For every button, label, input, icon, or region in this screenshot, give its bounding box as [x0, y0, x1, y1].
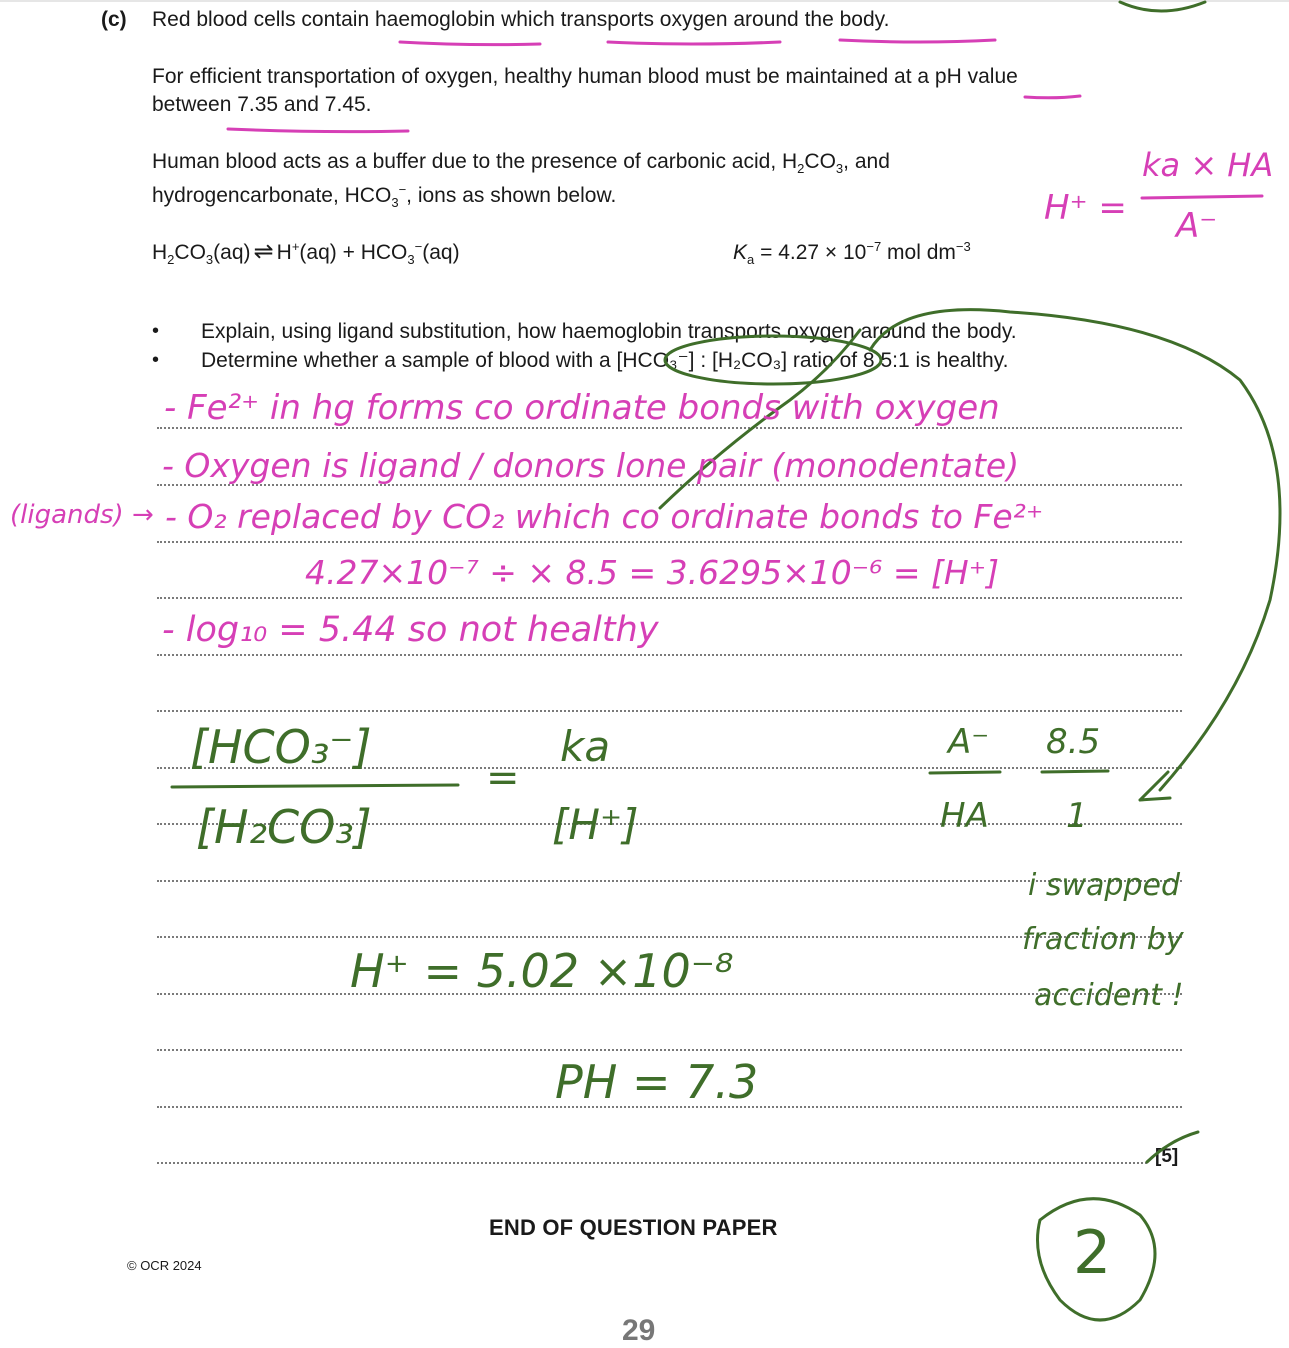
green-rhs-numerator: ka [560, 722, 611, 771]
green-h-concentration: H⁺ = 5.02 ×10⁻⁸ [350, 944, 734, 998]
pink-underline [400, 42, 540, 45]
question-label: (c) [101, 8, 127, 31]
copyright: © OCR 2024 [127, 1258, 202, 1273]
green-ratio-a-numerator: A⁻ [948, 722, 990, 762]
pink-conclusion: - log₁₀ = 5.44 so not healthy [162, 610, 659, 650]
pink-underline [228, 129, 408, 132]
green-ratio-a-denominator: HA [940, 796, 989, 836]
green-fraction-bar [930, 772, 1000, 773]
marks-label: [5] [1155, 1146, 1179, 1167]
green-arrow-curve [870, 310, 1280, 790]
pink-answer-line-2: - Oxygen is ligand / donors lone pair (monodentate) [162, 446, 1020, 485]
buffer-line-1: Human blood acts as a buffer due to the presence of carbonic acid, $H_2CO_3$, and [152, 150, 890, 177]
equilibrium-equation: $H_2CO_3(aq)$ ⇌ $H^+(aq) + HCO_3^-(aq)$ [152, 238, 460, 268]
green-fraction-bar [1042, 771, 1108, 772]
green-rhs-denominator: [H⁺] [552, 800, 639, 849]
pink-underline [840, 40, 995, 42]
pink-answer-line-1: - Fe²⁺ in hg forms co ordinate bonds with oxygen [164, 388, 1000, 428]
pink-answer-line-3: - O₂ replaced by CO₂ which co ordinate bonds to Fe²⁺ [165, 497, 1044, 536]
pink-side-note: (ligands) → [10, 500, 154, 530]
bullet-1: Explain, using ligand substitution, how haemoglobin transports oxygen around the body. [201, 320, 1017, 343]
green-ph-result: PH = 7.3 [555, 1055, 759, 1109]
pink-fraction-bar [1142, 196, 1262, 198]
ph-line-2: between 7.35 and 7.45. [152, 93, 372, 116]
pink-underline [608, 42, 780, 44]
green-fraction-bar [172, 785, 458, 787]
buffer-line-2: hydrogencarbonate, $HCO_3^-$, ions as shown below. [152, 182, 617, 211]
green-note-line-3: accident ! [1034, 978, 1184, 1013]
green-note-line-1: i swapped [1028, 868, 1181, 903]
page-number: 29 [622, 1314, 656, 1347]
green-corner-mark [1120, 2, 1205, 11]
green-denominator: [H₂CO₃] [196, 800, 372, 854]
equilibrium-arrow: ⇌ [253, 238, 274, 265]
green-ratio-b-denominator: 1 [1066, 796, 1088, 836]
green-equals: = [486, 755, 520, 801]
pink-underline [1025, 96, 1080, 98]
green-numerator: [HCO₃⁻] [190, 720, 372, 774]
green-ratio-b-numerator: 8.5 [1046, 722, 1101, 762]
question-intro: Red blood cells contain haemoglobin which transports oxygen around the body. [152, 8, 890, 31]
bullet-2: Determine whether a sample of blood with a [HCO₃⁻] : [H₂CO₃] ratio of 8.5:1 is healthy. [201, 349, 1009, 372]
marks-tick [1147, 1132, 1198, 1162]
pink-h-plus: H⁺ = [1044, 188, 1127, 228]
pink-fraction-numerator: ka × HA [1142, 146, 1274, 184]
green-note-line-2: fraction by [1022, 922, 1184, 957]
ka-value: $K_a = 4.27 \times 10^{-7}$ mol $dm^{-3}$ [733, 239, 971, 268]
pink-calculation: 4.27×10⁻⁷ ÷ × 8.5 = 3.6295×10⁻⁶ = [H⁺] [305, 553, 1000, 592]
pink-fraction-denominator: A⁻ [1176, 206, 1218, 246]
ph-line-1: For efficient transportation of oxygen, healthy human blood must be maintained at a pH value [152, 65, 1018, 88]
end-of-paper: END OF QUESTION PAPER [489, 1215, 778, 1240]
bullet-2-marker: • [152, 349, 160, 371]
bullet-1-marker: • [152, 320, 160, 342]
green-score: 2 [1073, 1218, 1112, 1288]
